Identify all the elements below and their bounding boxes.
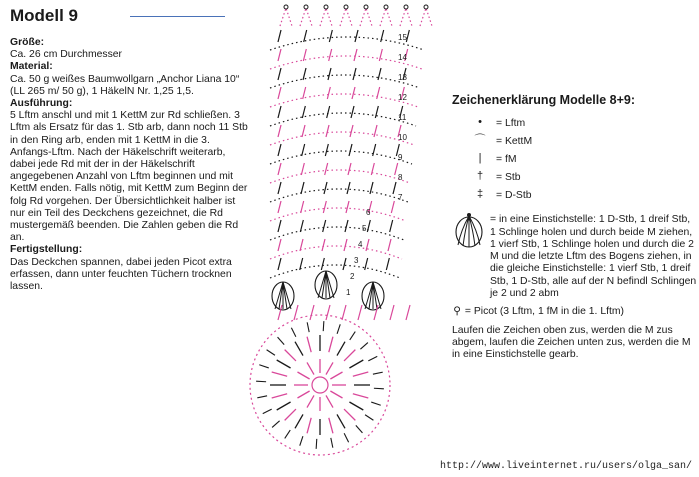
stitch-mark [353, 372, 368, 376]
picot-mark [320, 8, 332, 26]
stitch-mark [371, 402, 380, 405]
stitch-mark [318, 271, 326, 298]
stitch-mark [326, 125, 329, 137]
stitch-mark [369, 282, 373, 309]
stitch-mark [283, 282, 287, 309]
stitch-mark [322, 271, 326, 298]
stitch-mark [323, 201, 326, 213]
stitch-mark [374, 388, 384, 389]
stitch-mark [328, 68, 331, 80]
stitch-mark [326, 395, 333, 407]
stitch-mark [285, 350, 296, 361]
stitch-mark [348, 163, 351, 175]
stitch-mark [322, 239, 325, 251]
stitch-mark [390, 220, 393, 232]
section-heading-material: Material: [10, 61, 53, 73]
stitch-mark [324, 182, 327, 194]
stitch-mark [278, 68, 281, 80]
legend-row-cluster [452, 214, 697, 300]
stitch-mark [329, 49, 332, 61]
section-text-finishing: Das Deckchen spannen, dabei jeden Picot extra erfassen, dann unter feuchten Tüchern trocknen lassen. [10, 256, 232, 293]
stitch-mark [307, 418, 311, 433]
stitch-mark [352, 87, 355, 99]
stitch-mark [325, 163, 328, 175]
picot-mark [300, 8, 312, 26]
stitch-mark [355, 30, 358, 42]
stitch-mark [351, 106, 354, 118]
stitch-mark [326, 305, 330, 320]
section-text-material: Ca. 50 g weißes Baumwollgarn „Anchor Liana 10“ (LL 265 m/ 50 g), 1 HäkelN Nr. 1,25 1,5. [10, 73, 240, 97]
stitch-mark [325, 144, 328, 156]
stitch-mark [349, 402, 363, 410]
picot-mark [424, 5, 428, 9]
stitch-mark [337, 324, 340, 333]
stitch-mark [353, 68, 356, 80]
row-arc [270, 113, 416, 126]
stitch-mark [350, 332, 356, 340]
stitch-mark [323, 220, 326, 232]
picot-mark [380, 8, 392, 26]
stitch-mark [283, 282, 291, 309]
stitch-mark [327, 87, 330, 99]
title-divider [130, 16, 225, 17]
stitch-mark [278, 163, 281, 175]
stitch-mark [272, 394, 287, 398]
stitch-mark [278, 305, 282, 320]
stitch-mark [390, 305, 394, 320]
single-crochet-icon: | [478, 152, 482, 165]
stitch-mark [344, 409, 355, 420]
stitch-mark [278, 125, 281, 137]
stitch-mark [391, 201, 394, 213]
stitch-mark [307, 322, 309, 332]
picot-mark [360, 8, 372, 26]
stitch-mark [344, 433, 348, 442]
stitch-mark [257, 396, 267, 398]
legend-note: Laufen die Zeichen oben zus, werden die M zus abgem, laufen die Zeichen unten zus, werden die M in eine Einstichstelle gearb. [452, 324, 691, 361]
stitch-mark [267, 350, 275, 356]
stitch-mark [337, 342, 345, 356]
stitch-mark [377, 87, 380, 99]
stitch-mark [329, 337, 333, 352]
row-number: 1 [346, 288, 351, 297]
row-number: 9 [398, 153, 403, 162]
legend-label: = KettM [496, 136, 533, 148]
stitch-mark [301, 201, 304, 213]
stitch-mark [331, 438, 333, 448]
stitch-mark [358, 305, 362, 320]
stitch-mark [330, 391, 342, 398]
stitch-mark [365, 282, 373, 309]
stitch-mark [295, 342, 303, 356]
picot-mark [284, 5, 288, 9]
stitch-mark [326, 271, 334, 298]
picot-icon: ⚲ [453, 306, 461, 318]
stitch-mark [378, 68, 381, 80]
stitch-mark [301, 163, 304, 175]
stitch-mark [278, 337, 285, 344]
legend-label: = Stb [496, 172, 521, 184]
watermark-url: http://www.liveinternet.ru/users/olga_san/ [440, 461, 693, 472]
stitch-mark [302, 144, 305, 156]
row-arc [270, 246, 402, 259]
picot-mark [324, 5, 328, 9]
stitch-mark [300, 220, 303, 232]
legend [452, 94, 697, 362]
stitch-mark [278, 144, 281, 156]
instructions [10, 37, 250, 293]
stitch-mark [326, 362, 333, 374]
stitch-mark [279, 282, 283, 309]
row-arc [270, 170, 410, 183]
picot-mark [384, 5, 388, 9]
stitch-mark [300, 436, 303, 445]
stitch-mark [278, 106, 281, 118]
stitch-mark [259, 365, 268, 368]
legend-label: = fM [496, 154, 517, 166]
stitch-mark [344, 239, 347, 251]
stitch-mark [388, 239, 391, 251]
section-text-size: Ca. 26 cm Durchmesser [10, 49, 123, 61]
stitch-mark [347, 182, 350, 194]
row-arc [270, 94, 418, 107]
treble-crochet-icon: ‡ [476, 188, 484, 201]
row-number: 12 [398, 93, 407, 102]
picot-mark [400, 8, 412, 26]
picot-mark [340, 8, 352, 26]
stitch-mark [295, 414, 303, 428]
stitch-mark [329, 30, 332, 42]
stitch-mark [272, 372, 287, 376]
row-number: 13 [398, 73, 407, 82]
legend-label: = Lftm [496, 118, 526, 130]
stitch-mark [406, 305, 410, 320]
stitch-mark [291, 328, 295, 337]
stitch-mark [360, 343, 367, 350]
row-arc [270, 132, 414, 145]
stitch-mark [345, 220, 348, 232]
stitch-mark [294, 305, 298, 320]
stitch-mark [323, 321, 324, 331]
row-arc [270, 189, 408, 202]
stitch-mark [344, 350, 355, 361]
row-arc [270, 151, 412, 164]
stitch-mark [374, 305, 378, 320]
section-heading-size: Größe: [10, 37, 45, 48]
stitch-mark [349, 144, 352, 156]
row-number: 4 [358, 240, 363, 249]
stitch-mark [330, 372, 342, 379]
page-title: Modell 9 [10, 6, 79, 25]
stitch-mark [326, 271, 330, 298]
stitch-mark [297, 391, 309, 398]
section-text-execution: 5 Lftm anschl und mit 1 KettM zur Rd schließen. 3 Lftm als Ersatz für das 1. Stb arb, dann noch 11 Stb in den Ring arb, enden mit 1 KettM in die 3. Anfangs-Lftm. Nach der Häkelschrift weiterarb, dabei jede Rd mit der in der Häkelschrift angegebenen Anzahl von Lftm beginnen und mit KettM enden. Falls nötig, mit KettM zum Beginn der folg Rd vorgehen. Der Übersichtlichkeit halber ist nur ein Teil des Deckchens gezeichnet, die Rd mustergemäß beenden. Die Zahlen geben die Rd an. [10, 110, 248, 244]
stitch-mark [307, 395, 314, 407]
stitch-mark [337, 414, 345, 428]
chain-stitch-icon: • [478, 116, 482, 129]
legend-row-dstb [452, 188, 697, 206]
stitch-mark [297, 372, 309, 379]
legend-row-stb [452, 170, 697, 188]
picot-mark [280, 8, 292, 26]
stitch-mark [272, 421, 279, 428]
section-heading-execution: Ausführung: [10, 98, 73, 110]
stitch-mark [350, 125, 353, 137]
stitch-mark [277, 402, 291, 410]
picot-mark [364, 5, 368, 9]
stitch-mark [373, 282, 377, 309]
stitch-mark [263, 409, 272, 413]
row-number: 14 [398, 53, 407, 62]
stitch-mark [386, 258, 389, 270]
stitch-mark [373, 144, 376, 156]
stitch-mark [346, 201, 349, 213]
picot-mark [304, 5, 308, 9]
stitch-mark [302, 125, 305, 137]
stitch-mark [277, 360, 291, 368]
stitch-mark [373, 282, 381, 309]
cluster-icon [452, 210, 486, 250]
legend-row-picot [452, 306, 697, 318]
stitch-mark [342, 305, 346, 320]
picot-mark [420, 8, 432, 26]
row-arc [270, 208, 406, 221]
legend-row-fm [452, 152, 697, 170]
stitch-mark [256, 381, 266, 382]
stitch-mark [373, 372, 383, 374]
stitch-mark [367, 220, 370, 232]
double-crochet-icon: † [476, 170, 484, 183]
stitch-mark [365, 415, 373, 421]
stitch-mark [353, 394, 368, 398]
stitch-mark [321, 258, 324, 270]
legend-label: = D-Stb [496, 190, 532, 202]
stitch-mark [278, 258, 281, 270]
stitch-mark [307, 362, 314, 374]
stitch-mark [278, 49, 281, 61]
stitch-mark [368, 356, 377, 360]
stitch-mark [327, 106, 330, 118]
row-number: 10 [398, 133, 407, 142]
section-heading-finishing: Fertigstellung: [10, 244, 83, 256]
row-number: 3 [354, 256, 359, 265]
row-number: 6 [366, 208, 371, 217]
legend-row-lftm [452, 116, 697, 134]
stitch-mark [278, 87, 281, 99]
center-ring [312, 377, 328, 393]
stitch-mark [278, 182, 281, 194]
slip-stitch-icon: ⌒ [474, 134, 486, 147]
stitch-mark [301, 182, 304, 194]
stitch-mark [278, 30, 281, 42]
row-number: 15 [398, 33, 407, 42]
cluster-description: = in eine Einstichstelle: 1 D-Stb, 1 dreif Stb, 1 Schlinge holen und durch beide M ziehen, 1 vierf Stb, 1 Schlinge holen und durch die 2 M und die letzte Lftm des Bogens ziehen, in die gleiche Einstichstelle: 1 vierf Stb, 1 dreif Stb, 1 D-Stb, alle auf der N befindl Schlingen je 2 und 2 abm [490, 214, 697, 300]
picot-mark [344, 5, 348, 9]
stitch-mark [278, 220, 281, 232]
stitch-mark [349, 360, 363, 368]
legend-heading: Zeichenerklärung Modelle 8+9: [452, 93, 636, 107]
row-number: 7 [398, 193, 403, 202]
row-number: 5 [362, 224, 367, 233]
row-number: 11 [398, 113, 407, 122]
stitch-mark [356, 425, 363, 432]
stitch-mark [354, 49, 357, 61]
stitch-mark [307, 337, 311, 352]
row-arc [270, 227, 404, 240]
stitch-mark [343, 258, 346, 270]
stitch-mark [278, 239, 281, 251]
picot-mark [404, 5, 408, 9]
stitch-mark [278, 201, 281, 213]
stitch-mark [310, 305, 314, 320]
stitch-mark [285, 430, 291, 438]
stitch-mark [316, 439, 317, 449]
stitch-mark [393, 182, 396, 194]
row-number: 2 [350, 272, 355, 281]
crochet-chart [248, 0, 468, 470]
legend-row-kettm [452, 134, 697, 152]
stitch-mark [329, 418, 333, 433]
stitch-mark [285, 409, 296, 420]
picot-description: = Picot (3 Lftm, 1 fM in die 1. Lftm) [464, 306, 624, 318]
row-number: 8 [398, 173, 403, 182]
